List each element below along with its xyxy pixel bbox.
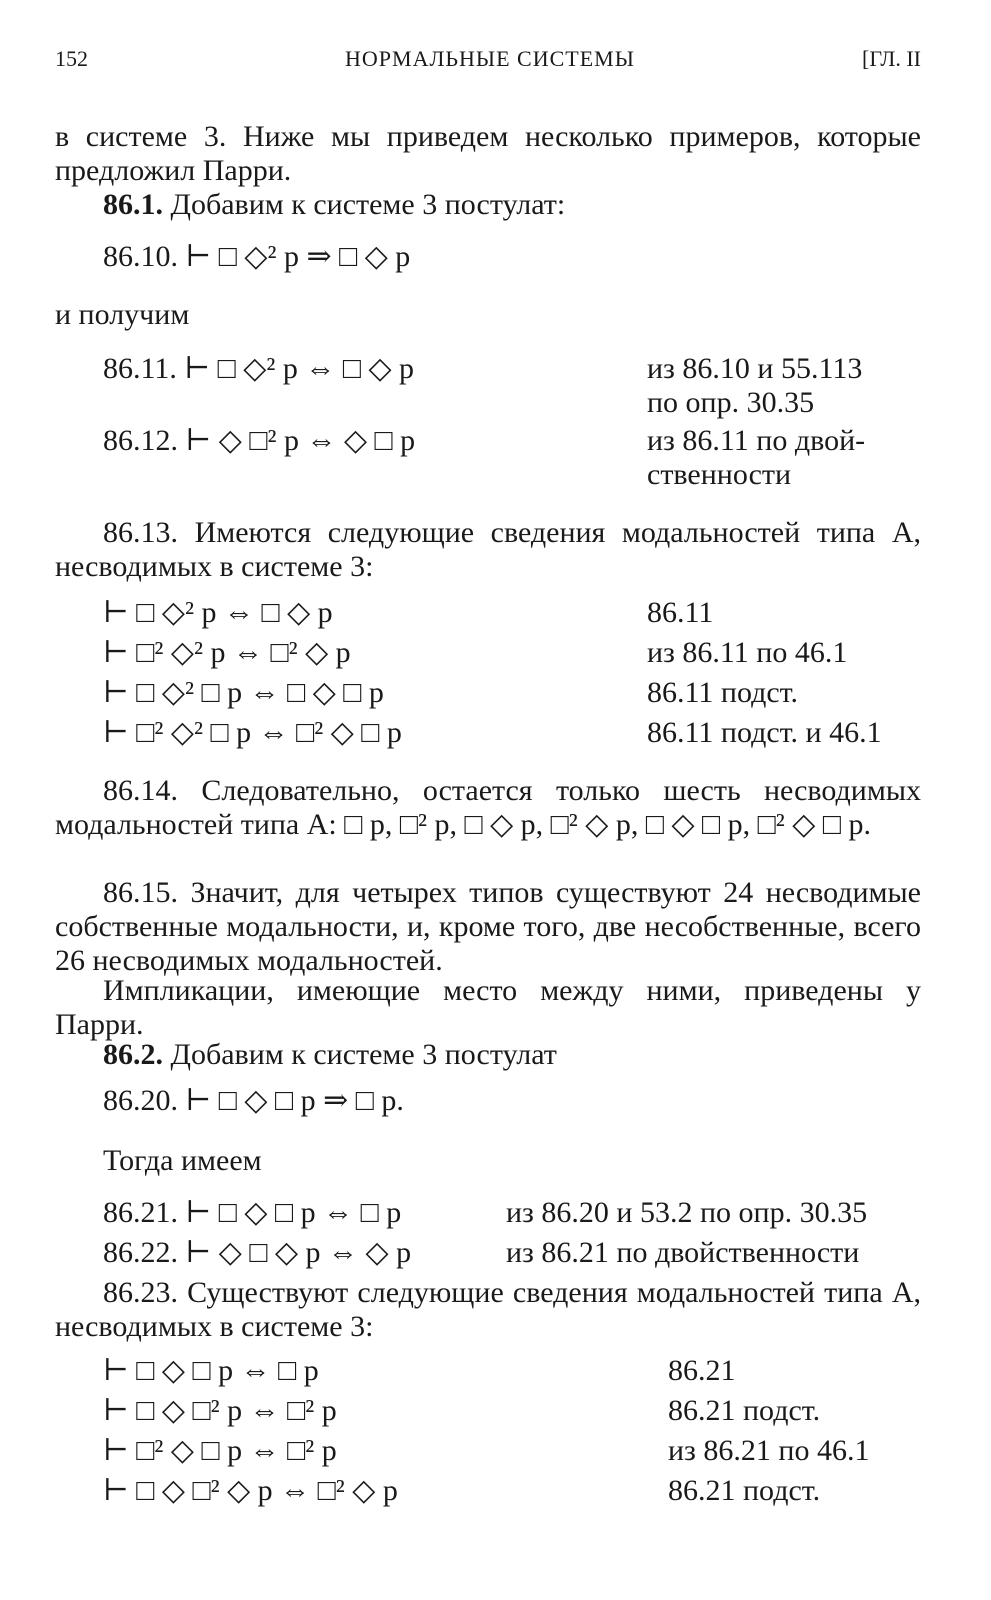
formula-86-11: 86.11. ⊢ □ ◇² p ⇔ □ ◇ p [103, 352, 415, 385]
formula-86-20: 86.20. ⊢ □ ◇ □ p ⇒ □ p. [103, 1084, 404, 1117]
paragraph-intro: в системе 3. Ниже мы приведем несколько примеров, которые предложил Парри. [55, 120, 921, 187]
running-header [55, 42, 921, 76]
ref-86-12-line1: из 86.11 по двой- [647, 424, 866, 457]
table-86-13-row-formula: ⊢ □ ◇² □ p ⇔ □ ◇ □ p [103, 676, 384, 709]
chapter-label: [ГЛ. II [862, 46, 921, 71]
paragraph-86-15: 86.15. Значит, для четырех типов существуют 24 несводимые собственные модальности, и, кроме того, две несобственные, всего 26 несводимых модальностей. [55, 876, 921, 977]
table-86-23-row-ref: 86.21 [668, 1354, 736, 1387]
table-86-13-row-ref: 86.11 подст. [647, 676, 799, 709]
paragraph-togda: Тогда имеем [103, 1144, 262, 1177]
table-86-13-row-ref: 86.11 [647, 596, 714, 629]
formula-86-21: 86.21. ⊢ □ ◇ □ p ⇔ □ p [103, 1196, 402, 1229]
ref-86-12-line2: ственности [647, 458, 792, 491]
table-86-23-row-ref: из 86.21 по 46.1 [668, 1434, 870, 1467]
table-86-23-row-ref: 86.21 подст. [668, 1474, 821, 1507]
running-title: НОРМАЛЬНЫЕ СИСТЕМЫ [345, 46, 635, 71]
table-86-23-row-formula: ⊢ □ ◇ □ p ⇔ □ p [103, 1354, 319, 1387]
paragraph-implications: Импликации, имеющие место между ними, приведены у Парри. [55, 974, 921, 1041]
table-86-23-row-formula: ⊢ □² ◇ □ p ⇔ □² p [103, 1434, 337, 1467]
formula-86-22: 86.22. ⊢ ◇ □ ◇ p ⇔ ◇ p [103, 1236, 412, 1269]
table-86-23-row-formula: ⊢ □ ◇ □² ◇ p ⇔ □² ◇ p [103, 1474, 398, 1507]
ref-86-21: из 86.20 и 53.2 по опр. 30.35 [506, 1196, 868, 1229]
table-86-13-row-formula: ⊢ □² ◇² p ⇔ □² ◇ p [103, 636, 351, 669]
table-86-23-row-formula: ⊢ □ ◇ □² p ⇔ □² p [103, 1394, 337, 1427]
ref-86-11-line1: из 86.10 и 55.113 [647, 352, 863, 385]
paragraph-86-2 [55, 1038, 921, 1072]
table-86-13-row-formula: ⊢ □ ◇² p ⇔ □ ◇ p [103, 596, 333, 629]
paragraph-86-13: 86.13. Имеются следующие сведения модальностей типа А, несводимых в системе 3: [55, 516, 921, 583]
page-number: 152 [55, 46, 88, 71]
section-number: 86.2. [103, 1038, 163, 1071]
section-text: Добавим к системе 3 постулат: [163, 188, 566, 221]
ref-86-22: из 86.21 по двойственности [506, 1236, 860, 1269]
paragraph-86-1 [55, 188, 921, 222]
formula-86-12: 86.12. ⊢ ◇ □² p ⇔ ◇ □ p [103, 424, 416, 457]
table-86-13-row-formula: ⊢ □² ◇² □ p ⇔ □² ◇ □ p [103, 716, 402, 749]
table-86-13-row-ref: 86.11 подст. и 46.1 [647, 716, 882, 749]
ref-86-11-line2: по опр. 30.35 [647, 386, 815, 419]
formula-86-10: 86.10. ⊢ □ ◇² p ⇒ □ ◇ p [103, 240, 411, 273]
section-number: 86.1. [103, 188, 163, 221]
section-text: Добавим к системе 3 постулат [163, 1038, 557, 1071]
paragraph-86-14: 86.14. Следовательно, остается только шесть несводимых модальностей типа А: □ p, □² p, □ ◇ p, □² ◇ p, □ ◇ □ p, □² ◇ □ p. [55, 774, 921, 841]
table-86-23-row-ref: 86.21 подст. [668, 1394, 821, 1427]
table-86-13-row-ref: из 86.11 по 46.1 [647, 636, 848, 669]
paragraph-poluchim: и получим [55, 298, 190, 331]
paragraph-86-23: 86.23. Существуют следующие сведения модальностей типа А, несводимых в системе 3: [55, 1276, 921, 1343]
